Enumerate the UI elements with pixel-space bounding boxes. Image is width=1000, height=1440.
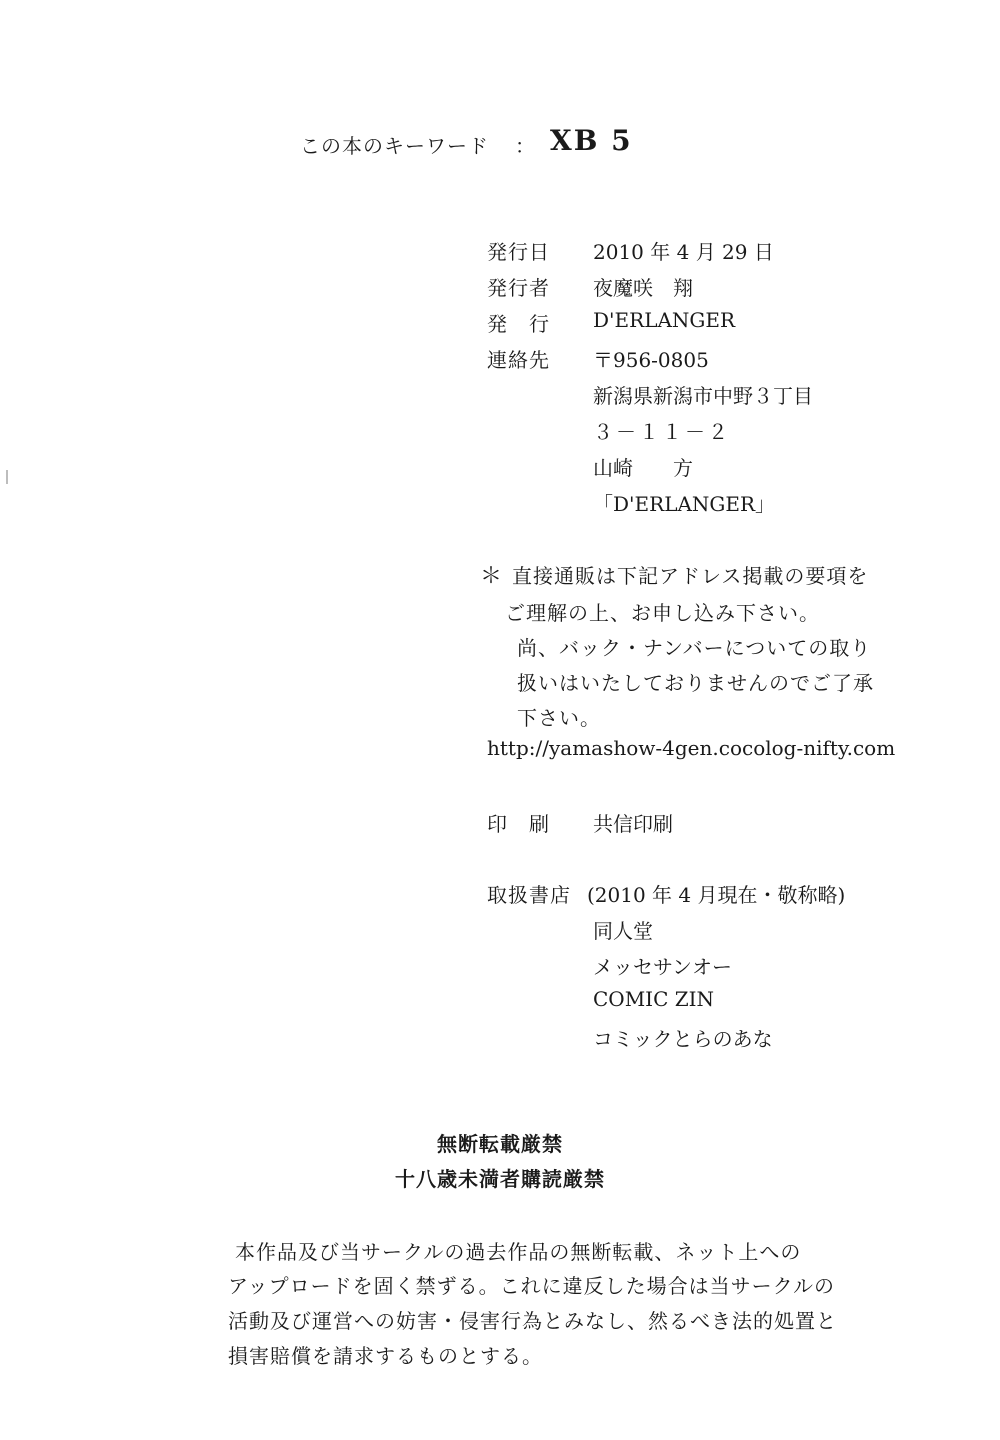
statement-line: 活動及び運営への妨害・侵害行為とみなし、然るべき法的処置と	[228, 1309, 837, 1333]
statement-line: 本作品及び当サークルの過去作品の無断転載、ネット上への	[235, 1240, 802, 1264]
note-line: 下さい。	[517, 706, 601, 730]
store-item: コミックとらのあな	[593, 1027, 773, 1051]
age-restriction-warning: 十八歳未満者購読厳禁	[395, 1167, 605, 1191]
publisher-value: 夜魔咲 翔	[593, 276, 693, 300]
note-line: 扱いはいたしておりませんのでご了承	[517, 671, 874, 695]
store-item: 同人堂	[593, 919, 653, 943]
contact-line-name: 山崎 方	[593, 456, 693, 480]
stores-label: 取扱書店	[487, 883, 571, 907]
contact-line-address: 新潟県新潟市中野３丁目	[593, 384, 813, 408]
publisher-label: 発行者	[487, 276, 550, 300]
website-url: http://yamashow-4gen.cocolog-nifty.com	[487, 736, 896, 760]
store-item: メッセサンオー	[593, 955, 732, 979]
contact-label: 連絡先	[487, 348, 550, 372]
statement-line: 損害賠償を請求するものとする。	[228, 1344, 543, 1368]
statement-line: アップロードを固く禁ずる。これに違反した場合は当サークルの	[228, 1274, 835, 1298]
no-reprint-warning: 無断転載厳禁	[437, 1132, 563, 1156]
note-line: ご理解の上、お申し込み下さい。	[505, 601, 820, 625]
keyword-label: この本のキーワード	[300, 134, 489, 158]
date-value: 2010 年 4 月 29 日	[593, 240, 774, 264]
keyword-value: XB 5	[550, 124, 633, 157]
stores-header: (2010 年 4 月現在・敬称略)	[587, 883, 846, 907]
scan-mark	[6, 470, 8, 484]
contact-line-number: ３－１１－２	[593, 420, 731, 444]
asterisk-mark: ＊	[480, 564, 503, 589]
printing-value: 共信印刷	[593, 812, 673, 836]
note-line: 尚、バック・ナンバーについての取り	[517, 636, 872, 660]
keyword-colon: ：	[515, 134, 535, 158]
store-item: COMIC ZIN	[593, 987, 715, 1011]
printing-label: 印 刷	[487, 812, 550, 836]
issuer-label: 発 行	[487, 312, 550, 336]
contact-line-circle: 「D'ERLANGER」	[593, 492, 776, 516]
date-label: 発行日	[487, 240, 550, 264]
note-line: 直接通販は下記アドレス掲載の要項を	[512, 564, 869, 588]
issuer-value: D'ERLANGER	[593, 308, 736, 332]
contact-line-postal: 〒956-0805	[593, 348, 709, 372]
